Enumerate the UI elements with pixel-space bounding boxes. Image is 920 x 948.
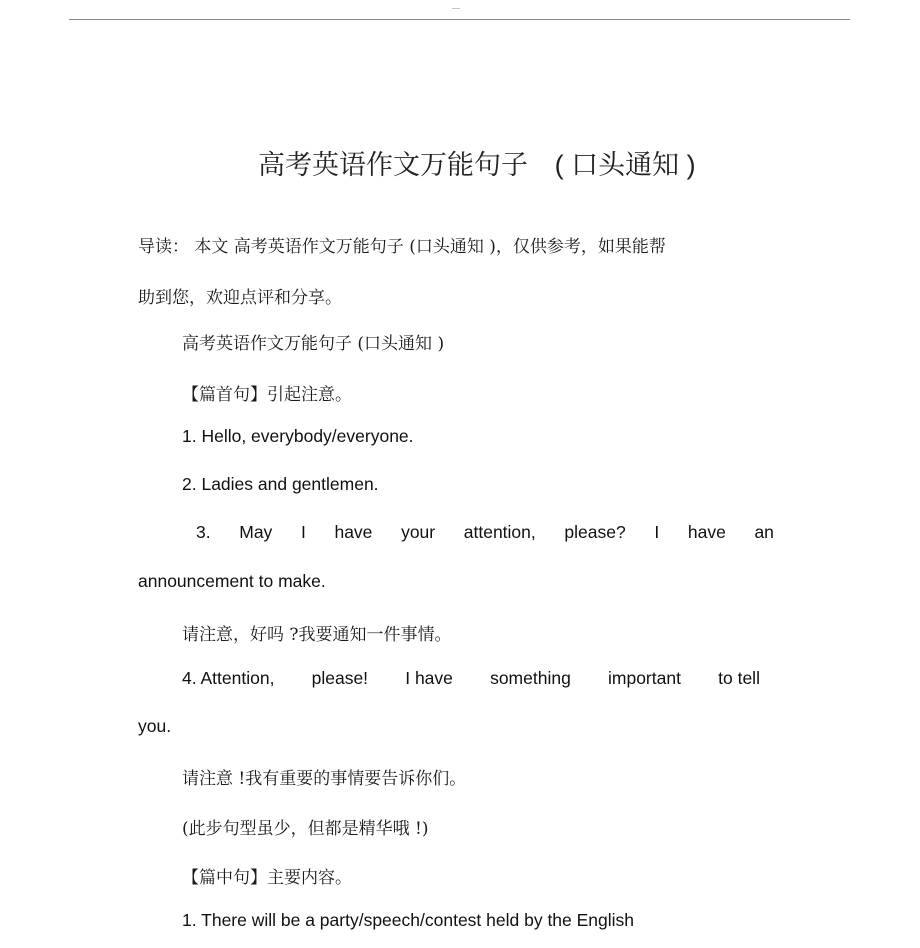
s3-word: May [239, 522, 273, 542]
intro-line-2: 助到您，欢迎点评和分享。 [138, 288, 342, 308]
title-paren: ( 口头通知 ) [554, 150, 696, 180]
s4-word: to tell [718, 668, 760, 688]
s3-word: I [654, 522, 660, 542]
s3-word: have [687, 522, 726, 542]
s3-word: your [401, 522, 436, 542]
s3-word: I [300, 522, 306, 542]
sentence-3 [196, 522, 774, 543]
s4-word: 4. Attention, [182, 668, 275, 688]
s3-word: an [754, 522, 774, 542]
sentence-2: 2. Ladies and gentlemen. [182, 474, 379, 494]
middle-sentence-1: 1. There will be a party/speech/contest held by the English [182, 910, 635, 930]
s4-word: important [608, 668, 681, 688]
header-rule [69, 19, 850, 20]
sentence-3-translation: 请注意，好吗 ?我要通知一件事情。 [182, 625, 452, 645]
header-mark: ---- [452, 6, 460, 12]
sentence-4-continued: you. [138, 716, 172, 736]
section-heading-middle: 【篇中句】主要内容。 [182, 868, 352, 888]
intro-line-1: 导读： 本文 高考英语作文万能句子 (口头通知 )，仅供参考，如果能帮 [138, 237, 666, 257]
s3-word: 3. [196, 522, 211, 542]
sentence-4 [182, 668, 760, 689]
title-main: 高考英语作文万能句子 [258, 150, 528, 181]
subtitle: 高考英语作文万能句子 (口头通知 ) [182, 334, 445, 354]
sentence-4-translation: 请注意 !我有重要的事情要告诉你们。 [182, 769, 467, 789]
s3-word: have [334, 522, 373, 542]
page-title [258, 143, 696, 182]
s4-word: please! [311, 668, 369, 688]
s3-word: attention, [463, 522, 536, 542]
s4-word: something [490, 668, 571, 688]
note: (此步句型虽少，但都是精华哦 !) [182, 819, 429, 839]
sentence-1: 1. Hello, everybody/everyone. [182, 426, 414, 446]
s3-word: please? [564, 522, 626, 542]
sentence-3-continued: announcement to make. [138, 571, 326, 591]
s4-word: I have [405, 668, 453, 688]
section-heading-start: 【篇首句】引起注意。 [182, 385, 352, 405]
